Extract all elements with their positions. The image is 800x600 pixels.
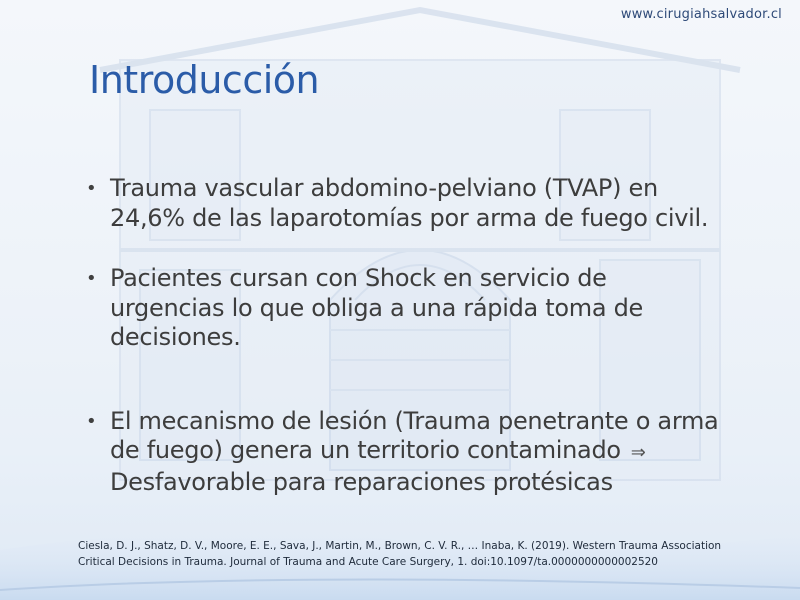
bullet-list bbox=[86, 172, 776, 497]
citation-line: Critical Decisions in Trauma. Journal of Trauma and Acute Care Surgery, 1. doi:10.1097/ta.0000000000002520 bbox=[78, 556, 658, 568]
bullet-item bbox=[86, 174, 776, 233]
slide-title: Introducción bbox=[89, 58, 320, 102]
bullet-text-line: Pacientes cursan con Shock en servicio de bbox=[110, 264, 607, 292]
bullet-text-line: urgencias lo que obliga a una rápida toma de bbox=[110, 293, 643, 322]
website-url: www.cirugiahsalvador.cl bbox=[620, 7, 782, 22]
bullet-dot: • bbox=[86, 410, 97, 432]
bullet-dot: • bbox=[86, 178, 97, 199]
bullet-text-line: de fuego) genera un territorio contaminado bbox=[110, 436, 621, 464]
bullet-text-line: decisiones. bbox=[110, 323, 241, 351]
bullet-item bbox=[86, 407, 776, 498]
citation-line: Ciesla, D. J., Shatz, D. V., Moore, E. E., Sava, J., Martin, M., Brown, C. V. R., … Inaba, K. (2019). Western Trauma Association bbox=[78, 540, 722, 552]
bullet-text-line: Desfavorable para reparaciones protésicas bbox=[110, 467, 613, 496]
citation-reference bbox=[78, 538, 778, 570]
bullet-text-line: 24,6% de las laparotomías por arma de fuego civil. bbox=[110, 203, 709, 232]
bullet-item bbox=[86, 264, 776, 353]
bullet-text-line: El mecanismo de lesión (Trauma penetrante o arma bbox=[110, 406, 719, 435]
arrow-icon: ⇒ bbox=[630, 442, 646, 463]
bullet-text-line: Trauma vascular abdomino-pelviano (TVAP) en bbox=[110, 174, 658, 202]
bullet-dot: • bbox=[86, 268, 97, 289]
